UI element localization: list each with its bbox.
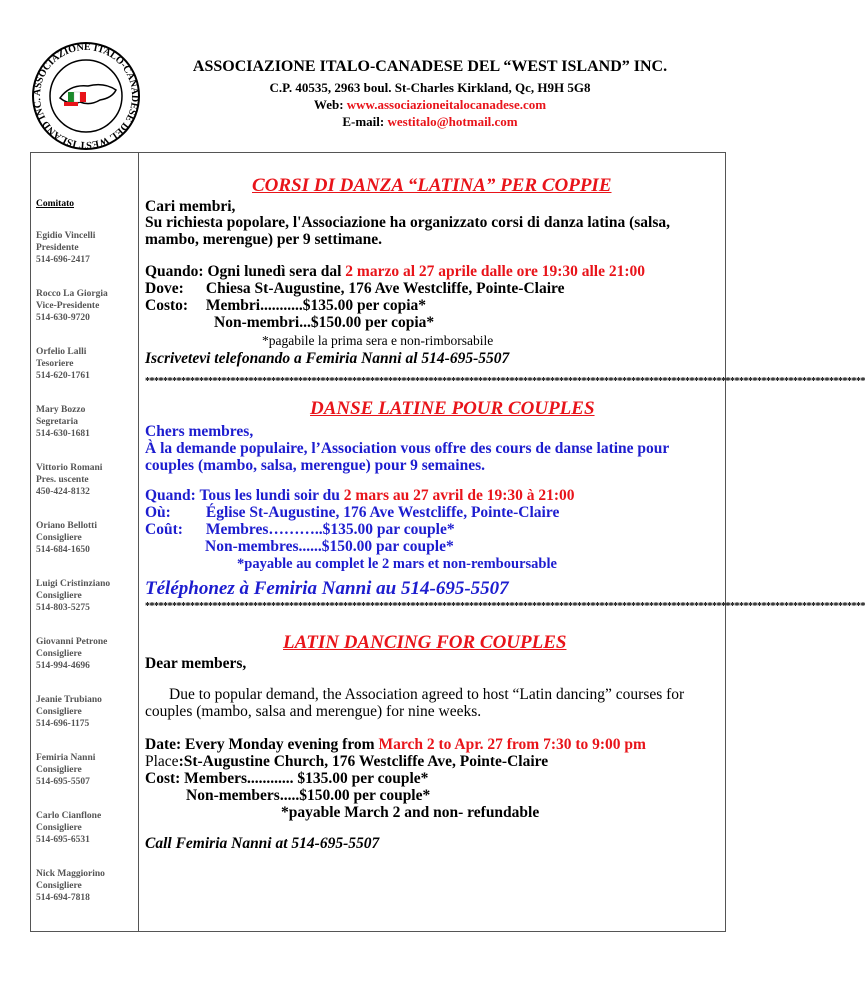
- english-cost-members: Cost: Members............ $135.00 per couple*: [145, 770, 429, 787]
- italian-note: *pagabile la prima sera e non-rimborsabile: [262, 333, 494, 348]
- header-title: ASSOCIAZIONE ITALO-CANADESE DEL “WEST ISLAND” INC.: [192, 58, 668, 75]
- french-title: DANSE LATINE POUR COUPLES: [310, 398, 595, 419]
- english-greeting: Dear members,: [145, 655, 247, 672]
- web-link[interactable]: www.associazioneitalocanadese.com: [346, 97, 547, 112]
- italian-when: [145, 263, 735, 280]
- member-name: Giovanni Petrone: [36, 637, 108, 647]
- committee-member: [36, 462, 136, 498]
- committee-sidebar: [36, 198, 136, 926]
- header-email: [150, 114, 710, 130]
- committee-member: [36, 520, 136, 556]
- french-when-dates: 2 mars au 27 avril de 19:30 à 21:00: [343, 487, 575, 504]
- member-phone: 514-630-9720: [36, 313, 90, 323]
- french-when-label: Quand:: [145, 487, 196, 504]
- separator-1: ****************************************************************************************************************************************************************: [145, 376, 865, 387]
- member-phone: 514-620-1761: [36, 371, 90, 381]
- english-date-label: Date: Every Monday evening from: [145, 736, 375, 753]
- logo-text: ASSOCIAZIONE ITALO-CANADESE DEL WEST ISLAND INC.: [31, 41, 141, 151]
- italian-when-label: Quando:: [145, 263, 204, 280]
- french-when: [145, 487, 715, 504]
- committee-member: [36, 868, 136, 904]
- italian-where-text: Chiesa St-Augustine, 176 Ave Westcliffe, Pointe-Claire: [205, 280, 565, 297]
- english-place-text: :St-Augustine Church, 176 Westcliffe Ave, Pointe-Claire: [178, 753, 549, 770]
- italian-greeting: Cari membri,: [145, 198, 236, 215]
- column-divider: [138, 152, 139, 932]
- member-name: Nick Maggiorino: [36, 869, 105, 879]
- member-role: Pres. uscente: [36, 475, 89, 485]
- member-role: Presidente: [36, 243, 79, 253]
- english-intro: Due to popular demand, the Association agreed to host “Latin dancing” courses for couples (mambo, salsa and merengue) for nine weeks.: [145, 686, 685, 720]
- member-name: Femiria Nanni: [36, 753, 96, 763]
- italian-where-label: Dove:: [145, 280, 184, 297]
- english-place-label: Place: [145, 753, 179, 770]
- header-address: C.P. 40535, 2963 boul. St-Charles Kirkland, Qc, H9H 5G8: [269, 80, 591, 95]
- member-role: Tesoriere: [36, 359, 74, 369]
- english-date: [145, 736, 725, 753]
- french-where-label: Où:: [145, 504, 171, 521]
- committee-member: [36, 694, 136, 730]
- separator-2: ****************************************************************************************************************************************************************: [145, 601, 865, 612]
- member-phone: 514-696-2417: [36, 255, 90, 265]
- member-name: Jeanie Trubiano: [36, 695, 102, 705]
- member-phone: 514-695-6531: [36, 835, 90, 845]
- member-phone: 514-994-4696: [36, 661, 90, 671]
- french-where: [145, 504, 715, 521]
- member-role: Consigliere: [36, 707, 82, 717]
- member-role: Consigliere: [36, 823, 82, 833]
- french-cost: [145, 521, 715, 538]
- member-role: Segretaria: [36, 417, 79, 427]
- member-name: Carlo Cianflone: [36, 811, 102, 821]
- committee-member: [36, 230, 136, 266]
- member-phone: 514-803-5275: [36, 603, 90, 613]
- italian-cost-nonmembers: Non-membri...$150.00 per copia*: [214, 314, 435, 331]
- member-name: Vittorio Romani: [36, 463, 103, 473]
- english-call: Call Femiria Nanni at 514-695-5507: [145, 835, 380, 852]
- member-name: Oriano Bellotti: [36, 521, 97, 531]
- member-name: Egidio Vincelli: [36, 231, 96, 241]
- english-title: LATIN DANCING FOR COUPLES: [283, 632, 567, 653]
- italian-where: [145, 280, 715, 297]
- member-phone: 514-630-1681: [36, 429, 90, 439]
- french-where-text: Église St-Augustine, 176 Ave Westcliffe, Pointe-Claire: [205, 504, 560, 521]
- french-cost-members: Membres………..$135.00 par couple*: [205, 521, 455, 538]
- member-name: Luigi Cristinziano: [36, 579, 111, 589]
- committee-member: [36, 404, 136, 440]
- member-role: Vice-Presidente: [36, 301, 100, 311]
- french-intro: À la demande populaire, l’Association vous offre des cours de danse latine pour couples (mambo, salsa, merengue) pour 9 semaines.: [145, 440, 670, 474]
- member-role: Consigliere: [36, 765, 82, 775]
- committee-member: [36, 288, 136, 324]
- committee-list: [36, 230, 136, 904]
- english-note: *payable March 2 and non- refundable: [281, 804, 540, 821]
- italian-when-dates: 2 marzo al 27 aprile dalle ore 19:30 alle 21:00: [345, 263, 646, 280]
- member-phone: 450-424-8132: [36, 487, 90, 497]
- italian-call: Iscrivetevi telefonando a Femiria Nanni al 514-695-5507: [145, 350, 510, 367]
- committee-member: [36, 346, 136, 382]
- member-phone: 514-695-5507: [36, 777, 90, 787]
- header-web: [150, 97, 710, 113]
- french-note: *payable au complet le 2 mars et non-remboursable: [237, 556, 557, 572]
- member-name: Mary Bozzo: [36, 405, 86, 415]
- member-phone: 514-694-7818: [36, 893, 90, 903]
- committee-member: [36, 810, 136, 846]
- committee-member: [36, 752, 136, 788]
- italian-title: CORSI DI DANZA “LATINA” PER COPPIE: [252, 175, 612, 196]
- member-name: Orfelio Lalli: [36, 347, 87, 357]
- english-place: [145, 753, 715, 770]
- french-when-text: Tous les lundi soir du: [199, 487, 340, 504]
- italian-cost-members: Membri...........$135.00 per copia*: [205, 297, 427, 314]
- french-cost-label: Coût:: [145, 521, 183, 538]
- french-greeting: Chers membres,: [145, 423, 254, 440]
- member-role: Consigliere: [36, 881, 82, 891]
- member-phone: 514-696-1175: [36, 719, 90, 729]
- english-date-dates: March 2 to Apr. 27 from 7:30 to 9:00 pm: [378, 736, 646, 753]
- association-logo: [30, 40, 142, 152]
- italian-cost-label: Costo:: [145, 297, 189, 314]
- english-cost-nonmembers: Non-members.....$150.00 per couple*: [186, 787, 431, 804]
- italian-cost: [145, 297, 715, 314]
- committee-member: [36, 578, 136, 614]
- member-name: Rocco La Giorgia: [36, 289, 108, 299]
- member-role: Consigliere: [36, 649, 82, 659]
- web-label: Web:: [313, 97, 344, 112]
- french-cost-nonmembers: Non-membres......$150.00 par couple*: [205, 538, 454, 555]
- french-call: Téléphonez à Femiria Nanni au 514-695-5507: [145, 578, 509, 599]
- member-phone: 514-684-1650: [36, 545, 90, 555]
- member-role: Consigliere: [36, 533, 82, 543]
- member-role: Consigliere: [36, 591, 82, 601]
- email-link[interactable]: westitalo@hotmail.com: [387, 114, 518, 129]
- committee-member: [36, 636, 136, 672]
- italian-when-text: Ogni lunedì sera dal: [207, 263, 342, 280]
- italian-intro: Su richiesta popolare, l'Associazione ha organizzato corsi di danza latina (salsa, mambo, merengue) per 9 settimane.: [145, 214, 670, 248]
- email-label: E-mail:: [342, 114, 385, 129]
- committee-title: Comitato: [36, 199, 74, 209]
